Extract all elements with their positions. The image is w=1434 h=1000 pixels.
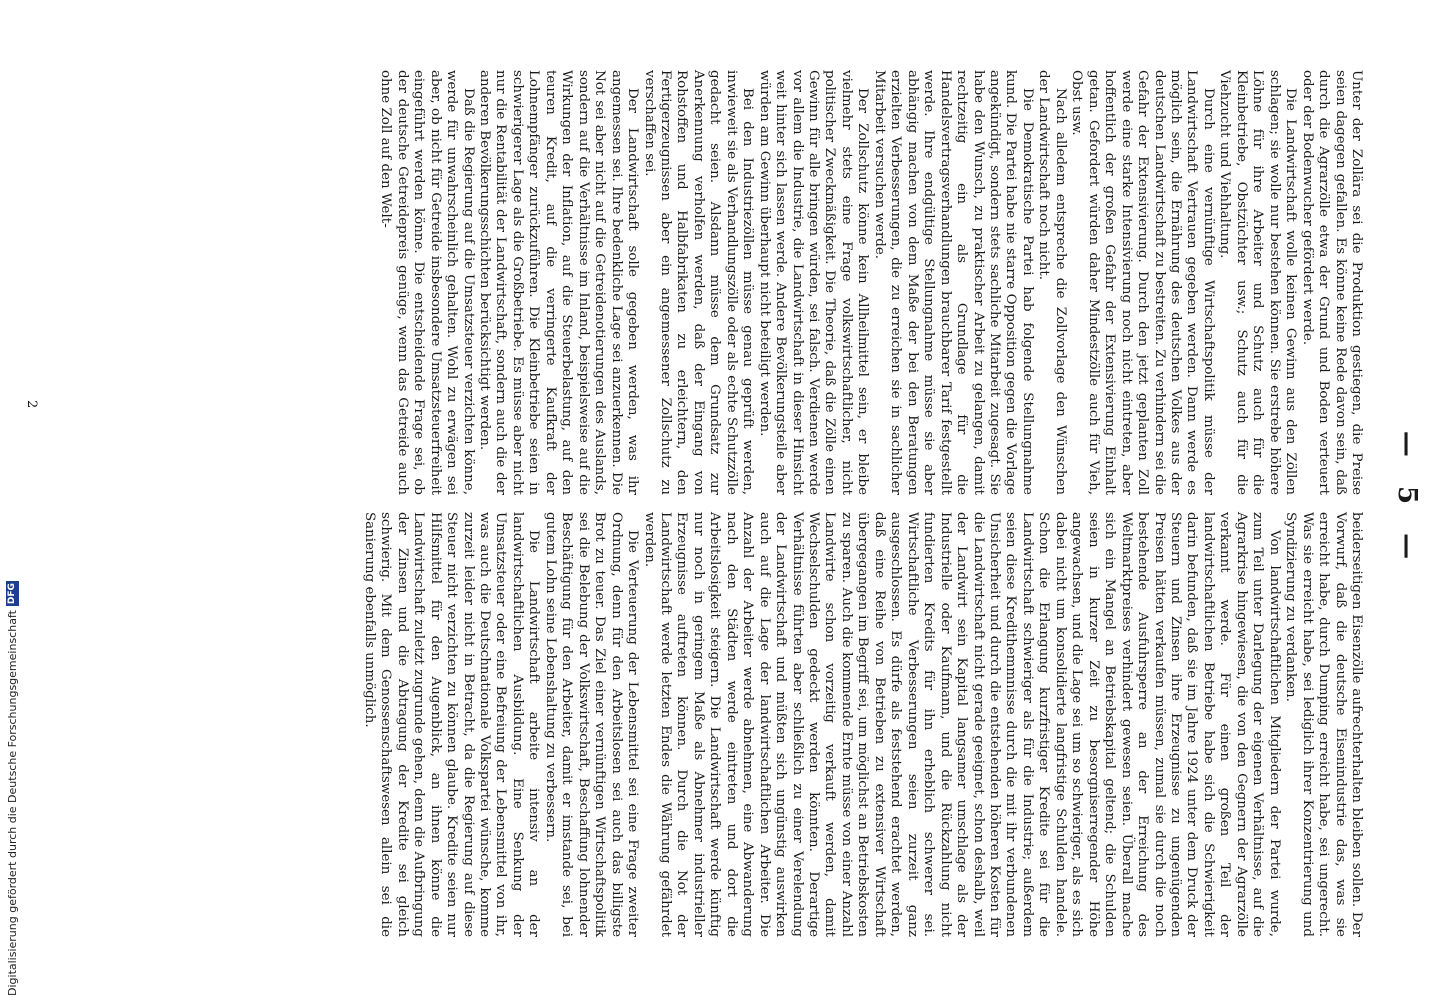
digitization-credit <box>6 581 19 996</box>
paragraph: Die Landwirtschaft arbeite intensiv an der landwirtschaftlichen Ausbildung. Eine Senkung der Umsatzsteuer oder eine Befreiung der Lebensmittel von ihr, was auch die Deutschnationale Volkspartei wünsche, komme zurzeit leider nicht in Betracht, da die Regierung auf diese Steuer nicht verzichten zu können glaube. Kredite seien nur Hilfsmittel für den Augenblick, an ihnen könne die Landwirtschaft zuletzt zugrunde gehen, denn die Aufbringung der Zinsen und die Abtragung der Kredite sei gleich schwierig. Mit dem Genossenschaftswesen allein sei die Sanierung ebenfalls unmöglich. <box>361 512 542 937</box>
paragraph: Bei den Industriezöllen müsse genau geprüft werden, inwieweit sie als Verhandlungszölle oder als echte Schutzzölle gedacht seien. Alsdann müsse dem Grundsatz zur Anerkennung verholfen werden, daß der Eingang von Rohstoffen und Halbfabrikaten zu erleichtern, den Fertigerzeugnissen aber ein angemessener Zollschutz zu verschaffen sei. <box>641 70 756 495</box>
dfg-logo-icon: DFG <box>7 583 17 605</box>
left-column <box>377 70 1364 495</box>
paragraph: beiderseitigen Eisenzölle aufrechterhalten bleiben sollen. Der Vorwurf, daß die deutsche Eisenindustrie das, was sie erreicht habe, durch Dumping erreicht habe, sei ungerecht. Was sie erreicht habe, sei lediglich ihrer Konzentrierung und Syndizierung zu verdanken. <box>1283 512 1364 937</box>
paragraph: Die Demokratische Partei hab folgende Stellungnahme kund. Die Partei habe nie starre Opposition gegen die Vorlage angekündigt, sondern stets sachliche Mitarbeit zugesagt. Sie habe den Wunsch, zu praktischer Arbeit zu gelangen, damit rechtzeitig ein als Grundlage für die Handelsvertragsverhandlungen brauchbarer Tarif festgestellt werde. Ihre endgültige Stellungnahme müsse sie aber abhängig machen von dem Maße der bei den Beratungen erzielten Verbesserungen, die zu erreichen sie in sachlicher Mitarbeit versuchen werde. <box>871 70 1035 495</box>
credit-text: Digitalisierung gefördert durch die Deutsche Forschungsgemeinschaft <box>6 610 19 996</box>
page-number: — 5 — <box>1392 430 1422 570</box>
paragraph: Die Verteuerung der Lebensmittel sei eine Frage zweiter Ordnung, denn für den Arbeitslosen sei auch das billigste Brot zu teuer. Das Ziel einer vernünftigen Wirtschaftspolitik sei die Belebung der Volkswirtschaft, Beschaffung lohnender Beschäftigung für den Arbeiter, damit er imstande sei, bei gutem Lohn seine Lebenshaltung zu verbessern. <box>542 512 641 937</box>
paragraph: Die Landwirtschaft wolle keinen Gewinn aus den Zöllen schlagen; sie wolle nur bestehen können. Sie erstrebe höhere Löhne für ihre Arbeiter und Schutz auch für die Kleinbetriebe, Obstzüchter usw.; Schutz auch für die Viehzucht und Viehhaltung. <box>1217 70 1299 495</box>
paragraph: Durch eine vernünftige Wirtschaftspolitik müsse der Landwirtschaft Vertrauen gegeben werden. Dann werde es möglich sein, die Ernährung des deutschen Volkes aus der deutschen Landwirtschaft zu bestreiten. Zu verhindern sei die Gefahr der Extensivierung. Durch den jetzt geplanten Zoll werde eine starke Intensivierung noch nicht eintreten, aber hoffentlich der großen Gefahr der Extensivierung Einhalt getan. Gefordert würden daher Mindestzölle auch für Vieh, Obst usw. <box>1069 70 1216 495</box>
paragraph: Unter der Zollära sei die Produktion gestiegen, die Preise seien dagegen gefallen. Es könne keine Rede davon sein, daß durch die Agrarzölle etwa der Grund und Boden verteuert oder der Bodenwucher gefördert werde. <box>1299 70 1364 495</box>
signature-mark: 2 <box>24 400 39 409</box>
paragraph: Nach alledem entspreche die Zollvorlage den Wünschen der Landwirtschaft noch nicht. <box>1036 70 1068 495</box>
paragraph: Daß die Regierung auf die Umsatzsteuer verzichten könne, werde für unwahrscheinlich gehalten. Wohl zu erwägen sei aber, ob nicht für Getreide insbesondere Umsatzsteuerfreiheit eingeführt werden könne. Die entscheidende Frage sei, ob der deutsche Getreidepreis genüge, wenn das Getreide auch ohne Zoll auf den Welt- <box>378 70 476 495</box>
paragraph: Von landwirtschaftlichen Mitgliedern der Partei wurde, zum Teil unter Darlegung der eigenen Verhältnisse, auf die Agrarkrise hingewiesen, die von den Gegnern der Agrarzölle verkannt werde. Für einen großen Teil der landwirtschaftlichen Betriebe habe sich die Schwierigkeit darin befunden, daß sie im Jahre 1924 unter dem Druck der Steuern und Zinsen ihre Erzeugnisse zu ungenügenden Preisen hätten verkaufen müssen, zumal sie durch die noch bestehende Ausfuhrsperre an der Erreichung des Weltmarktpreises verhindert gewesen seien. Überall mache sich ein Mangel an Betriebskapital geltend; die Schulden seien in kurzer Zeit zu besorgniserregender Höhe angewachsen, und die Lage sei um so schwieriger, als es sich dabei nicht um konsolidierte langfristige Schulden handele. Schon die Erlangung kurzfristiger Kredite sei für die Landwirtschaft schwieriger als für die Industrie; außerdem seien diese Kredithemmnisse durch die mit ihr verbundenen Unsicherheit und durch die entstehenden höheren Kosten für die Landwirtschaft nicht gerade geeignet, schon deshalb, weil der Landwirt sein Kapital langsamer umschlage als der Industrielle oder Kaufmann, und die Rückzahlung nicht fundierten Kredits für ihn erheblich schwerer sei. Wirtschaftliche Verbesserungen seien zurzeit ganz ausgeschlossen. Es dürfe als feststehend erachtet werden, daß eine Reihe von Betrieben zu extensiver Wirtschaft übergegangen im Begriff sei, um möglichst an Betriebskosten zu sparen. Auch die kommende Ernte müsse von einer Anzahl Landwirte schon vorzeitig verkauft werden, damit Wechselschulden gedeckt werden könnten. Derartige Verhältnisse führten aber schließlich zu einer Verelendung der Landwirtschaft und müßten sich ungünstig auswirken auch auf die Lage der landwirtschaftlichen Arbeiter. Die Anzahl der Arbeiter werde abnehmen, eine Abwanderung nach den Städten werde eintreten und dort die Arbeitslosigkeit steigern. Die Landwirtschaft werde künftig nur noch in geringem Maße als Abnehmer industrieller Erzeugnisse auftreten können. Durch die Not der Landwirtschaft werde letzten Endes die Währung gefährdet werden. <box>641 512 1282 937</box>
paragraph: Der Landwirtschaft solle gegeben werden, was ihr angemessen sei. Ihre bedenkliche Lage sei anzuerkennen. Die Not sei aber nicht auf die Getreidenotierungen des Auslands, sondern auf die Verhältnisse im Inland, beispielsweise auf die Wirkungen der Inflation, auf die Steuerbelastung, auf den teuren Kredit, auf die verringerte Kaufkraft der Lohnempfänger zurückzuführen. Die Kleinbetriebe seien in schwierigerer Lage als die Großbetriebe. Es müsse aber nicht nur die Rentabilität der Landwirtschaft, sondern auch die der anderen Bevölkerungsschichten berücksichtigt werden. <box>476 70 641 495</box>
paragraph: Der Zollschutz könne kein Allheilmittel sein, er bleibe vielmehr stets eine Frage volkswirtschaftlicher, nicht politischer Zweckmäßigkeit. Die Theorie, daß die Zölle einen Gewinn für alle bringen würden, sei falsch. Verdienen werde vor allem die Industrie, die Landwirtschaft in dieser Hinsicht weit hinter sich lassen werde. Andere Bevölkerungsteile aber würden am Gewinn überhaupt nicht beteiligt werden. <box>756 70 871 495</box>
right-column <box>360 512 1364 937</box>
